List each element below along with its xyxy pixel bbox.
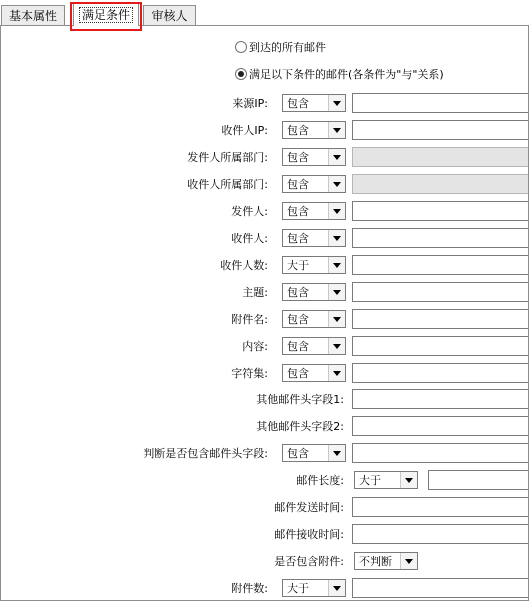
operator-value: 包含: [287, 447, 309, 460]
operator-value: 大于: [359, 474, 381, 487]
operator-value: 包含: [287, 178, 309, 191]
condition-value-input[interactable]: [428, 470, 529, 490]
chevron-down-icon[interactable]: [328, 284, 345, 300]
field-label: 其他邮件头字段1:: [256, 393, 344, 406]
operator-value: 大于: [287, 259, 309, 272]
operator-select[interactable]: [282, 579, 346, 597]
field-label: 邮件长度:: [296, 474, 344, 487]
chevron-down-icon[interactable]: [400, 553, 417, 569]
conditions-panel: [0, 25, 529, 601]
operator-select[interactable]: [282, 337, 346, 355]
condition-value-input[interactable]: [352, 389, 529, 409]
field-label: 字符集:: [231, 367, 268, 380]
tab-reviewer[interactable]: [143, 5, 196, 25]
operator-select[interactable]: [354, 471, 418, 489]
operator-select[interactable]: [282, 364, 346, 382]
operator-select[interactable]: [282, 94, 346, 112]
operator-value: 包含: [287, 367, 309, 380]
operator-value: 包含: [287, 205, 309, 218]
match-all-label: 到达的所有邮件: [249, 41, 326, 54]
condition-value-input[interactable]: [352, 228, 529, 248]
chevron-down-icon[interactable]: [328, 445, 345, 461]
field-label: 来源IP:: [232, 97, 268, 110]
chevron-down-icon[interactable]: [400, 472, 417, 488]
condition-value-input[interactable]: [352, 255, 529, 275]
chevron-down-icon[interactable]: [328, 230, 345, 246]
match-conditions-label: 满足以下条件的邮件(各条件为"与"关系): [249, 68, 444, 81]
match-all-radio[interactable]: [235, 41, 247, 53]
chevron-down-icon[interactable]: [328, 338, 345, 354]
condition-value-input[interactable]: [352, 93, 529, 113]
condition-value-input[interactable]: [352, 201, 529, 221]
field-label: 收件人所属部门:: [187, 178, 268, 191]
chevron-down-icon[interactable]: [328, 149, 345, 165]
operator-select[interactable]: [354, 552, 418, 570]
condition-value-input: [352, 147, 529, 167]
tab-bar: [0, 0, 529, 26]
operator-select[interactable]: [282, 283, 346, 301]
field-label: 邮件接收时间:: [274, 528, 344, 541]
field-label: 判断是否包含邮件头字段:: [143, 447, 268, 460]
operator-select[interactable]: [282, 202, 346, 220]
field-label: 收件人:: [231, 232, 268, 245]
condition-value-input[interactable]: [352, 497, 529, 517]
chevron-down-icon[interactable]: [328, 122, 345, 138]
tab-label: 审核人: [151, 9, 188, 23]
condition-value-input[interactable]: [352, 443, 529, 463]
chevron-down-icon[interactable]: [328, 203, 345, 219]
match-all-option[interactable]: [235, 39, 326, 55]
chevron-down-icon[interactable]: [328, 365, 345, 381]
condition-value-input[interactable]: [352, 363, 529, 383]
operator-select[interactable]: [282, 310, 346, 328]
operator-value: 包含: [287, 124, 309, 137]
match-conditions-radio[interactable]: [235, 68, 247, 80]
operator-select[interactable]: [282, 148, 346, 166]
condition-value-input: [352, 174, 529, 194]
field-label: 主题:: [242, 286, 268, 299]
field-label: 发件人:: [231, 205, 268, 218]
field-label: 附件数:: [231, 582, 268, 595]
condition-value-input[interactable]: [352, 309, 529, 329]
field-label: 发件人所属部门:: [187, 151, 268, 164]
chevron-down-icon[interactable]: [328, 176, 345, 192]
operator-value: 包含: [287, 97, 309, 110]
tab-label: 基本属性: [8, 9, 57, 23]
condition-value-input[interactable]: [352, 336, 529, 356]
chevron-down-icon[interactable]: [328, 95, 345, 111]
operator-value: 包含: [287, 286, 309, 299]
chevron-down-icon[interactable]: [328, 311, 345, 327]
operator-value: 包含: [287, 313, 309, 326]
field-label: 收件人IP:: [221, 124, 268, 137]
condition-value-input[interactable]: [352, 282, 529, 302]
operator-select[interactable]: [282, 121, 346, 139]
operator-value: 包含: [287, 340, 309, 353]
active-tab-highlight: [70, 2, 142, 31]
condition-value-input[interactable]: [352, 120, 529, 140]
operator-value: 不判断: [359, 555, 392, 568]
operator-select[interactable]: [282, 256, 346, 274]
field-label: 附件名:: [231, 313, 268, 326]
operator-select[interactable]: [282, 229, 346, 247]
condition-value-input[interactable]: [352, 416, 529, 436]
operator-select[interactable]: [282, 444, 346, 462]
operator-value: 大于: [287, 582, 309, 595]
operator-value: 包含: [287, 151, 309, 164]
field-label: 是否包含附件:: [274, 555, 344, 568]
tab-basic-properties[interactable]: [1, 5, 65, 25]
tab-label: 满足条件: [79, 7, 133, 23]
condition-value-input[interactable]: [352, 524, 529, 544]
match-conditions-option[interactable]: [235, 66, 444, 82]
condition-value-input[interactable]: [352, 578, 529, 598]
field-label: 收件人数:: [220, 259, 268, 272]
chevron-down-icon[interactable]: [328, 580, 345, 596]
operator-value: 包含: [287, 232, 309, 245]
operator-select[interactable]: [282, 175, 346, 193]
field-label: 内容:: [242, 340, 268, 353]
field-label: 其他邮件头字段2:: [256, 420, 344, 433]
chevron-down-icon[interactable]: [328, 257, 345, 273]
field-label: 邮件发送时间:: [274, 501, 344, 514]
